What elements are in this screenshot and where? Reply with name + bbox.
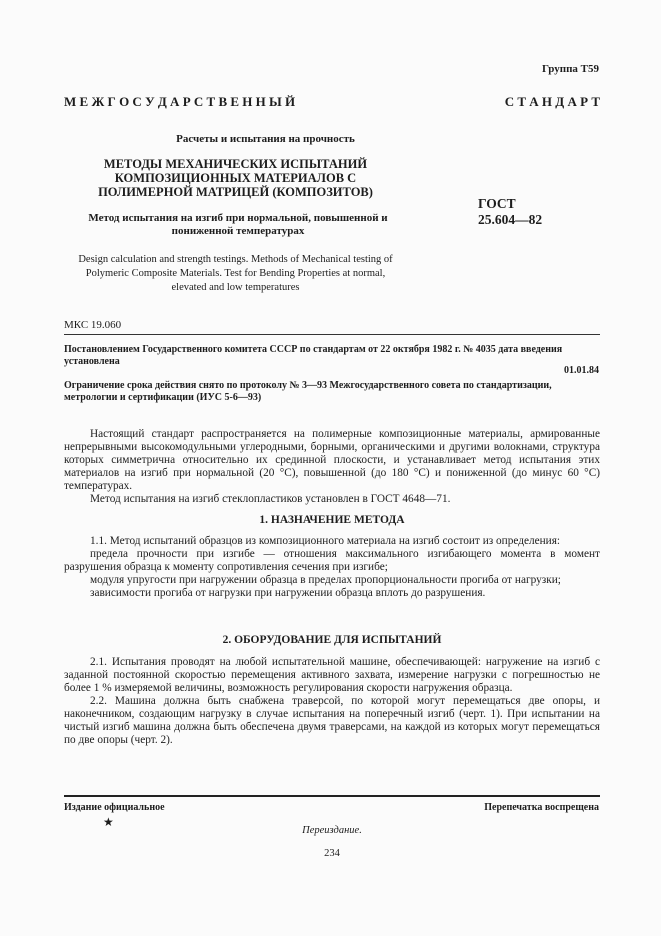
section-paragraph: 2.1. Испытания проводят на любой испытательной машине, обеспечивающей: нагружение на изгиб с заданной постоянной скоростью перемещения активного захвата, измерение нагрузки с погрешностью не более 1 % измеряемой величины, возможность регулирования скорости нагружения образца. [64, 656, 600, 694]
section-2-heading: 2. ОБОРУДОВАНИЕ ДЛЯ ИСПЫТАНИЙ [222, 634, 442, 646]
banner-standard: С Т А Н Д А Р Т [504, 94, 600, 109]
section-paragraph: 2.2. Машина должна быть снабжена траверсой, по которой могут перемещаться две опоры, и наконечником, создающим нагрузку в случае испытания на поперечный изгиб (черт. 1). При испытании на чистый изгиб машина должна быть обеспечена двумя траверсами, на каждой из которых могут перемещаться по две опоры (черт. 2). [64, 695, 600, 746]
intro-paragraph: Настоящий стандарт распространяется на полимерные композиционные материалы, армированные непрерывными высокомодульными углеродными, борными, органическими и другими волокнами, структура которых симметрична относительно их срединной плоскости, и устанавливает метод испытания этих материалов на изгиб при нормальной (20 °С), повышенной (до 180 °С) и пониженной (до минус 60 °С) температурах. [64, 428, 600, 492]
official-edition: Издание официальное [64, 802, 165, 813]
intro-paragraph: Метод испытания на изгиб стеклопластиков установлен в ГОСТ 4648—71. [90, 493, 451, 505]
document-title: МЕТОДЫ МЕХАНИЧЕСКИХ ИСПЫТАНИЙ КОМПОЗИЦИОННЫХ МАТЕРИАЛОВ С ПОЛИМЕРНОЙ МАТРИЦЕЙ (КОМПОЗИТОВ) [98, 157, 373, 199]
gost-designation [478, 196, 542, 228]
english-title: Design calculation and strength testings. Methods of Mechanical testing of Polymeric Composite Materials. Test for Bending Properties at normal, elevated and low temperatures [78, 254, 393, 293]
section-paragraph: предела прочности при изгибе — отношения максимального изгибающего момента в момент разрушения образца к моменту сопротивления сечения при изгибе; [64, 548, 600, 573]
section-paragraph: 1.1. Метод испытаний образцов из композиционного материала на изгиб состоит из определения: [90, 535, 561, 547]
subject-line: Расчеты и испытания на прочность [176, 133, 355, 145]
section-1-text [64, 535, 600, 600]
group-code: Группа Т59 [541, 63, 599, 75]
method-subtitle: Метод испытания на изгиб при нормальной, повышенной и пониженной температурах [88, 212, 388, 237]
star-icon: ★ [103, 815, 114, 829]
gost-number: 25.604—82 [478, 212, 543, 227]
standard-banner [64, 94, 600, 110]
divider [64, 334, 600, 335]
decree-text: Постановлением Государственного комитета СССР по стандартам от 22 октября 1982 г. № 4035 дата введения установлена [64, 344, 563, 367]
reprint-prohibited: Перепечатка воспрещена [484, 802, 599, 813]
section-2-text [64, 656, 600, 747]
section-1-heading: 1. НАЗНАЧЕНИЕ МЕТОДА [259, 514, 405, 526]
intro-text [64, 428, 600, 506]
footer-divider [64, 795, 600, 797]
section-paragraph: модуля упругости при нагружении образца в пределах пропорциональности прогиба от нагрузки; [90, 574, 561, 586]
section-paragraph: зависимости прогиба от нагрузки при нагружении образца вплоть до разрушения. [90, 587, 486, 599]
mks-code: МКС 19.060 [64, 319, 122, 331]
gost-label: ГОСТ [478, 196, 516, 211]
limitation-note: Ограничение срока действия снято по протоколу № 3—93 Межгосударственного совета по стандартизации, метрологии и сертификации (ИУС 5-6—93) [64, 380, 552, 403]
reissue-note: Переиздание. [302, 825, 362, 836]
page-number: 234 [324, 848, 340, 859]
introduction-date: 01.01.84 [564, 365, 599, 376]
banner-interstate: М Е Ж Г О С У Д А Р С Т В Е Н Н Ы Й [64, 94, 296, 109]
